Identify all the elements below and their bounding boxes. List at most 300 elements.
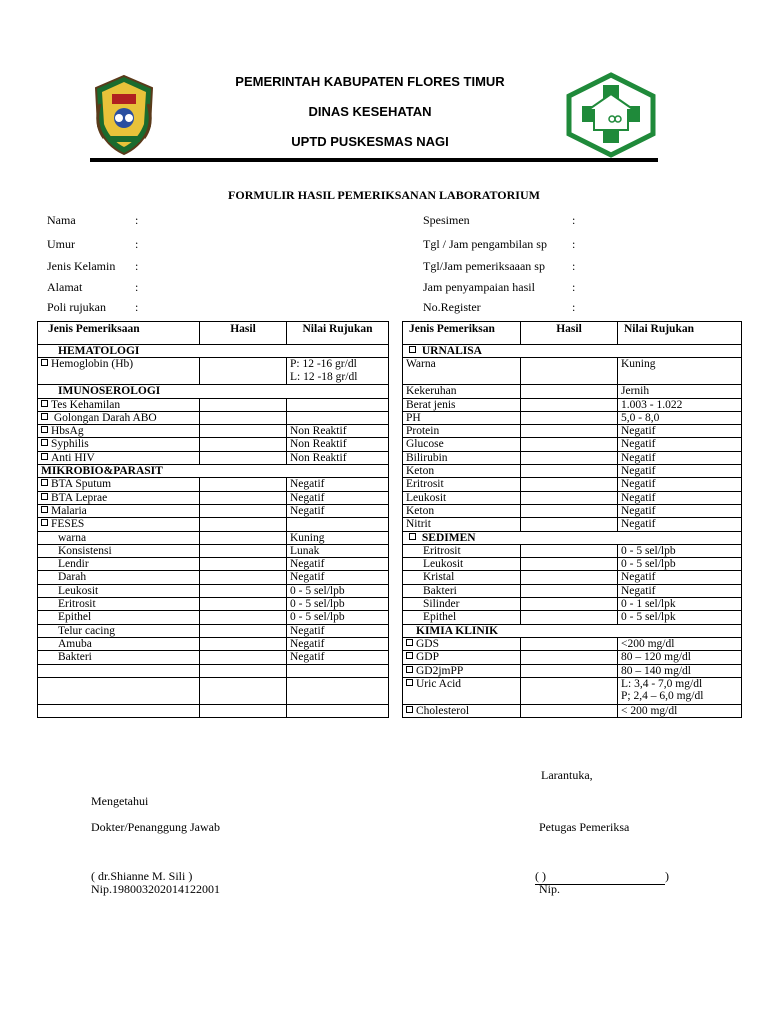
reference-cell	[618, 611, 742, 624]
result-cell[interactable]	[200, 584, 287, 597]
result-cell[interactable]	[200, 571, 287, 584]
reference-cell	[618, 677, 742, 704]
checkbox-icon	[406, 666, 413, 673]
table-row	[38, 465, 389, 478]
result-cell[interactable]	[200, 558, 287, 571]
reference-cell	[618, 438, 742, 451]
section-label: MIKROBIO&PARASIT	[41, 465, 163, 478]
result-cell[interactable]	[200, 425, 287, 438]
reference-cell	[287, 451, 389, 464]
test-name-cell	[38, 451, 200, 464]
reference-value: Negatif	[621, 465, 656, 478]
result-cell[interactable]	[521, 518, 618, 531]
test-name: GDP	[416, 651, 440, 664]
test-name-cell	[38, 704, 200, 717]
reference-cell	[618, 584, 742, 597]
test-name-cell	[403, 611, 521, 624]
col-header-jenis: Jenis Pemeriksaan	[38, 322, 200, 345]
table-row	[403, 438, 742, 451]
table-row	[38, 478, 389, 491]
reference-value: Negatif	[621, 491, 656, 504]
result-cell[interactable]	[200, 398, 287, 411]
test-name-cell	[403, 385, 521, 398]
result-cell[interactable]	[200, 624, 287, 637]
test-name: Syphilis	[51, 438, 89, 451]
header-department: DINAS KESEHATAN	[308, 104, 432, 119]
result-cell[interactable]	[200, 358, 287, 385]
checkbox-icon	[41, 479, 48, 486]
checkbox-icon	[406, 639, 413, 646]
table-row	[38, 664, 389, 677]
colon: :	[572, 280, 576, 294]
result-cell[interactable]	[200, 664, 287, 677]
reference-value: Negatif	[290, 637, 325, 650]
result-cell[interactable]	[200, 531, 287, 544]
left-lab-table	[37, 321, 389, 718]
checkbox-icon	[409, 346, 416, 353]
table-row	[403, 345, 742, 358]
table-row	[38, 637, 389, 650]
section-label: SEDIMEN	[421, 531, 476, 544]
reference-cell	[618, 451, 742, 464]
reference-cell	[618, 704, 742, 717]
reference-value: <200 mg/dl	[621, 637, 675, 650]
test-name: Darah	[58, 571, 87, 584]
reference-value: 0 - 5 sel/lpb	[290, 611, 345, 624]
reference-cell	[618, 465, 742, 478]
label-umur: Umur	[47, 237, 75, 251]
colon: :	[572, 300, 576, 314]
result-cell[interactable]	[521, 704, 618, 717]
reference-value: Non Reaktif	[290, 425, 347, 438]
test-name-cell	[38, 677, 200, 704]
test-name: PH	[406, 411, 421, 424]
table-row	[403, 398, 742, 411]
test-name: BTA Leprae	[51, 491, 108, 504]
reference-cell	[287, 598, 389, 611]
reference-cell	[618, 478, 742, 491]
test-name: Lendir	[58, 558, 89, 571]
test-name: Telur cacing	[58, 624, 115, 637]
result-cell[interactable]	[200, 438, 287, 451]
checkbox-icon	[41, 439, 48, 446]
section-label: HEMATOLOGI	[58, 345, 140, 357]
reference-value: Negatif	[290, 504, 325, 517]
test-name-cell	[38, 544, 200, 557]
table-row	[38, 611, 389, 624]
reference-value: Jernih	[621, 385, 650, 398]
test-name-cell	[403, 677, 521, 704]
examiner-nip: Nip.	[539, 882, 560, 896]
reference-cell	[618, 398, 742, 411]
result-cell[interactable]	[521, 571, 618, 584]
table-row	[403, 704, 742, 717]
reference-cell	[618, 411, 742, 424]
test-name: GDS	[416, 637, 440, 650]
test-name-cell	[38, 518, 200, 531]
test-name-cell	[403, 491, 521, 504]
table-row	[403, 478, 742, 491]
reference-value: Negatif	[621, 478, 656, 491]
label-tgl-pemeriksaan: Tgl/Jam pemeriksaaan sp	[423, 259, 545, 273]
test-name: Eritrosit	[423, 544, 461, 557]
test-name-cell	[403, 704, 521, 717]
reference-cell	[287, 358, 389, 385]
table-row	[403, 611, 742, 624]
colon: :	[135, 259, 139, 273]
table-row	[403, 451, 742, 464]
section-label: KIMIA KLINIK	[416, 624, 499, 637]
table-row	[38, 411, 389, 424]
test-name-cell	[403, 518, 521, 531]
label-nama: Nama	[47, 213, 76, 227]
test-name-cell	[38, 651, 200, 664]
result-cell[interactable]	[521, 651, 618, 664]
checkbox-icon	[41, 519, 48, 526]
table-row	[403, 491, 742, 504]
section-heading	[38, 345, 389, 358]
header-government: PEMERINTAH KABUPATEN FLORES TIMUR	[235, 74, 505, 89]
test-name-cell	[38, 624, 200, 637]
test-name: Bakteri	[423, 584, 457, 597]
reference-cell	[287, 518, 389, 531]
label-jenis-kelamin: Jenis Kelamin	[47, 259, 116, 273]
result-cell[interactable]	[521, 385, 618, 398]
test-name-cell	[403, 411, 521, 424]
result-cell[interactable]	[200, 677, 287, 704]
header-rule	[90, 158, 658, 162]
result-cell[interactable]	[521, 544, 618, 557]
table-row	[38, 584, 389, 597]
test-name: Bilirubin	[406, 451, 448, 464]
test-name: Anti HIV	[51, 451, 95, 464]
label-no-register: No.Register	[423, 300, 481, 314]
checkbox-icon	[406, 679, 413, 686]
reference-value: Negatif	[621, 504, 656, 517]
col-header-nilai: Nilai Rujukan	[618, 322, 742, 345]
result-cell[interactable]	[521, 478, 618, 491]
table-row	[38, 425, 389, 438]
reference-value: Negatif	[621, 518, 656, 531]
test-name: warna	[58, 531, 87, 544]
table-row	[403, 385, 742, 398]
reference-value: 0 - 5 sel/lpb	[621, 544, 676, 557]
reference-cell	[287, 438, 389, 451]
table-row	[38, 358, 389, 385]
test-name: Glucose	[406, 438, 444, 451]
section-heading	[403, 624, 742, 637]
mengetahui: Mengetahui	[91, 794, 149, 808]
reference-cell	[618, 637, 742, 650]
result-cell[interactable]	[200, 637, 287, 650]
result-cell[interactable]	[200, 478, 287, 491]
test-name-cell	[38, 425, 200, 438]
reference-value: 0 - 5 sel/lpb	[290, 598, 345, 611]
reference-value: Negatif	[290, 651, 325, 664]
table-row	[403, 571, 742, 584]
reference-value: 80 – 140 mg/dl	[621, 664, 691, 677]
checkbox-icon	[41, 493, 48, 500]
reference-value: < 200 mg/dl	[621, 704, 678, 717]
result-cell[interactable]	[521, 664, 618, 677]
regency-seal-logo	[92, 74, 156, 156]
result-cell[interactable]	[521, 438, 618, 451]
test-name: Protein	[406, 425, 440, 438]
test-name-cell	[403, 504, 521, 517]
test-name: Golongan Darah ABO	[51, 411, 157, 424]
test-name-cell	[403, 451, 521, 464]
form-title: FORMULIR HASIL PEMERIKSANAN LABORATORIUM	[228, 188, 540, 202]
reference-cell	[287, 531, 389, 544]
table-row	[403, 358, 742, 385]
result-cell[interactable]	[521, 465, 618, 478]
reference-value: P: 12 -16 gr/dl	[290, 358, 357, 371]
table-row	[38, 504, 389, 517]
checkbox-icon	[409, 533, 416, 540]
result-cell[interactable]	[200, 451, 287, 464]
header-puskesmas: UPTD PUSKESMAS NAGI	[291, 134, 449, 149]
test-name-cell	[403, 558, 521, 571]
table-row	[38, 451, 389, 464]
test-name-cell	[38, 611, 200, 624]
reference-value: Negatif	[290, 624, 325, 637]
test-name-cell	[403, 571, 521, 584]
reference-cell	[618, 664, 742, 677]
reference-cell	[287, 664, 389, 677]
result-cell[interactable]	[521, 358, 618, 385]
table-row	[403, 504, 742, 517]
reference-cell	[618, 558, 742, 571]
col-header-jenis: Jenis Pemeriksan	[403, 322, 521, 345]
result-cell[interactable]	[521, 558, 618, 571]
test-name: Malaria	[51, 504, 87, 517]
label-spesimen: Spesimen	[423, 213, 470, 227]
reference-cell	[618, 571, 742, 584]
test-name: FESES	[51, 518, 85, 531]
table-row	[403, 544, 742, 557]
reference-cell	[287, 425, 389, 438]
checkbox-icon	[406, 652, 413, 659]
reference-value: Kuning	[621, 358, 656, 371]
reference-value: 0 - 5 sel/lpb	[290, 584, 345, 597]
section-heading	[38, 465, 389, 478]
result-cell[interactable]	[521, 584, 618, 597]
colon: :	[135, 300, 139, 314]
test-name: BTA Sputum	[51, 478, 112, 491]
reference-cell	[618, 518, 742, 531]
result-cell[interactable]	[200, 518, 287, 531]
result-cell[interactable]	[200, 504, 287, 517]
result-cell[interactable]	[200, 704, 287, 717]
table-row	[38, 398, 389, 411]
reference-value: Negatif	[621, 584, 656, 597]
test-name-cell	[38, 598, 200, 611]
table-row	[38, 531, 389, 544]
reference-value: L: 3,4 - 7,0 mg/dl	[621, 677, 703, 690]
result-cell[interactable]	[200, 411, 287, 424]
test-name-cell	[38, 411, 200, 424]
table-row	[38, 345, 389, 358]
test-name-cell	[403, 398, 521, 411]
test-name: Warna	[406, 358, 436, 371]
reference-value: Negatif	[621, 571, 656, 584]
checkbox-icon	[41, 453, 48, 460]
checkbox-icon	[41, 400, 48, 407]
test-name: Keton	[406, 465, 435, 478]
test-name-cell	[403, 598, 521, 611]
reference-value: Negatif	[290, 491, 325, 504]
table-row	[38, 598, 389, 611]
result-cell[interactable]	[521, 598, 618, 611]
test-name: Tes Kehamilan	[51, 398, 121, 411]
test-name: Berat jenis	[406, 398, 456, 411]
reference-cell	[287, 504, 389, 517]
test-name: Uric Acid	[416, 677, 462, 690]
test-name-cell	[38, 504, 200, 517]
reference-cell	[287, 584, 389, 597]
checkbox-icon	[41, 359, 48, 366]
reference-cell	[287, 677, 389, 704]
test-name-cell	[403, 584, 521, 597]
checkbox-icon	[406, 706, 413, 713]
col-header-hasil: Hasil	[200, 322, 287, 345]
table-row	[38, 651, 389, 664]
test-name: Kristal	[423, 571, 455, 584]
reference-cell	[287, 651, 389, 664]
table-row	[403, 558, 742, 571]
test-name: Eritrosit	[406, 478, 444, 491]
reference-value: Negatif	[290, 571, 325, 584]
result-cell[interactable]	[200, 611, 287, 624]
reference-cell	[287, 624, 389, 637]
table-row	[38, 385, 389, 398]
section-label: URNALISA	[421, 345, 482, 357]
colon: :	[135, 280, 139, 294]
reference-cell	[287, 411, 389, 424]
table-row	[403, 425, 742, 438]
reference-cell	[287, 637, 389, 650]
table-row	[403, 651, 742, 664]
test-name: Bakteri	[58, 651, 92, 664]
reference-cell	[287, 704, 389, 717]
place-date: Larantuka,	[541, 768, 593, 782]
test-name-cell	[38, 398, 200, 411]
test-name-cell	[403, 664, 521, 677]
table-row	[403, 664, 742, 677]
test-name-cell	[403, 425, 521, 438]
reference-cell	[618, 425, 742, 438]
table-row	[403, 584, 742, 597]
examiner-name: ( ) )	[535, 869, 669, 883]
table-row	[403, 624, 742, 637]
table-row	[403, 598, 742, 611]
result-cell[interactable]	[521, 411, 618, 424]
colon: :	[572, 259, 576, 273]
table-row	[38, 677, 389, 704]
test-name-cell	[403, 465, 521, 478]
label-tgl-pengambilan: Tgl / Jam pengambilan sp	[423, 237, 547, 251]
colon: :	[572, 237, 576, 251]
test-name: GD2jmPP	[416, 664, 464, 677]
reference-value: Non Reaktif	[290, 451, 347, 464]
reference-value: 5,0 - 8,0	[621, 411, 660, 424]
examiner-role: Petugas Pemeriksa	[539, 820, 630, 834]
doctor-nip: Nip.198003202014122001	[91, 882, 220, 896]
reference-cell	[287, 611, 389, 624]
reference-value: Negatif	[621, 438, 656, 451]
right-lab-table	[402, 321, 742, 718]
test-name-cell	[38, 438, 200, 451]
reference-value-2: L: 12 -18 gr/dl	[290, 370, 358, 383]
reference-cell	[618, 651, 742, 664]
result-cell[interactable]	[521, 425, 618, 438]
test-name: Kekeruhan	[406, 385, 457, 398]
test-name-cell	[38, 571, 200, 584]
reference-cell	[287, 544, 389, 557]
result-cell[interactable]	[521, 504, 618, 517]
test-name-cell	[38, 531, 200, 544]
result-cell[interactable]	[521, 677, 618, 704]
checkbox-icon	[41, 426, 48, 433]
reference-value: Negatif	[290, 558, 325, 571]
test-name: Amuba	[58, 637, 92, 650]
result-cell[interactable]	[521, 637, 618, 650]
reference-cell	[287, 571, 389, 584]
colon: :	[135, 237, 139, 251]
result-cell[interactable]	[200, 598, 287, 611]
test-name-cell	[38, 558, 200, 571]
test-name: Cholesterol	[416, 704, 470, 717]
test-name: Leukosit	[423, 558, 464, 571]
table-row	[403, 531, 742, 544]
doctor-name: ( dr.Shianne M. Sili )	[91, 869, 193, 883]
test-name: Keton	[406, 504, 435, 517]
label-jam-penyampaian: Jam penyampaian hasil	[423, 280, 535, 294]
test-name-cell	[403, 544, 521, 557]
result-cell[interactable]	[521, 398, 618, 411]
reference-value: Non Reaktif	[290, 438, 347, 451]
label-alamat: Alamat	[47, 280, 83, 294]
result-cell[interactable]	[200, 491, 287, 504]
reference-value: Negatif	[290, 478, 325, 491]
checkbox-icon	[41, 506, 48, 513]
test-name: Nitrit	[406, 518, 431, 531]
test-name: Silinder	[423, 598, 460, 611]
reference-cell	[287, 491, 389, 504]
reference-value: Lunak	[290, 544, 320, 557]
reference-cell	[287, 478, 389, 491]
doctor-role: Dokter/Penanggung Jawab	[91, 820, 220, 834]
result-cell[interactable]	[521, 451, 618, 464]
reference-cell	[287, 398, 389, 411]
result-cell[interactable]	[200, 544, 287, 557]
reference-cell	[618, 544, 742, 557]
result-cell[interactable]	[521, 491, 618, 504]
test-name: Eritrosit	[58, 598, 96, 611]
reference-cell	[618, 358, 742, 385]
colon: :	[135, 213, 139, 227]
test-name-cell	[403, 438, 521, 451]
col-header-nilai: Nilai Rujukan	[287, 322, 389, 345]
result-cell[interactable]	[521, 611, 618, 624]
test-name-cell	[403, 651, 521, 664]
reference-value: 1.003 - 1.022	[621, 398, 683, 411]
section-heading	[38, 385, 389, 398]
table-row	[38, 624, 389, 637]
result-cell[interactable]	[200, 651, 287, 664]
reference-cell	[618, 504, 742, 517]
reference-value: 0 - 5 sel/lpb	[621, 558, 676, 571]
